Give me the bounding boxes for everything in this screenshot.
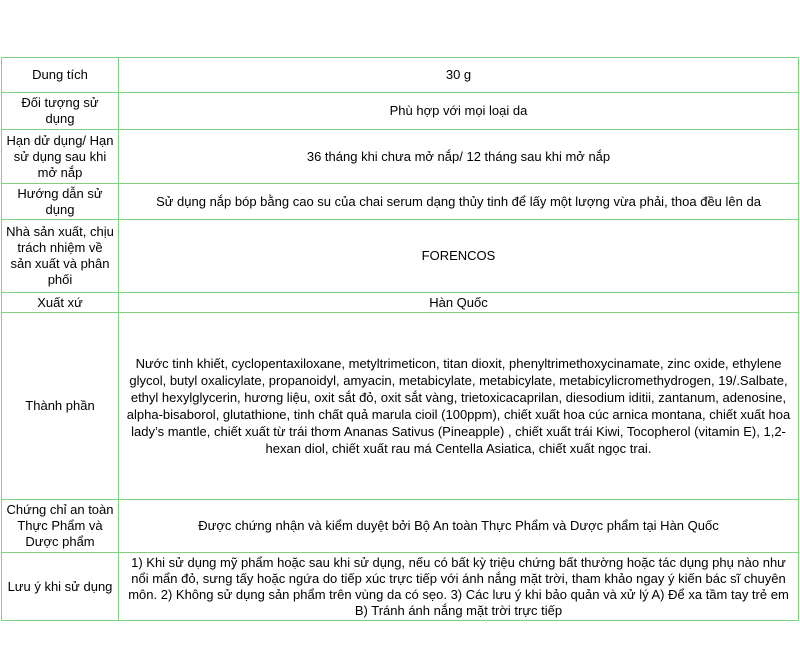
spec-label: Đối tượng sử dụng — [2, 93, 119, 130]
spec-row-precautions — [2, 553, 799, 621]
spec-value: Nước tinh khiết, cyclopentaxiloxane, metyltrimeticon, titan dioxit, phenyltrimethoxycinamate, zinc oxide, ethylene glycol, butyl oxalicylate, propanoidyl, amyacin, metabicylate, metabicylate, metabicylicromethydrogen, 19/.Salbate, ethyl hexylglycerin, hương liệu, oxit sắt đỏ, oxit sắt vàng, trietoxicacaprilan, diesodium iditii, zantanum, adenosine, alpha-bisaborol, glutathione, tinh chất quả marula cioil (100ppm), chiết xuất hoa cúc arnica montana, chiết xuất hoa lady’s mantle, chiết xuất từ trái thơm Ananas Sativus (Pineapple) , chiết xuất trái Kiwi, Tocopherol (vitamin E), 1,2-hexan diol, chiết xuất rau má Centella Asiatica, chiết xuất ngọc trai. — [119, 313, 799, 500]
spec-row-usage-guide — [2, 184, 799, 220]
spec-value: 1) Khi sử dụng mỹ phẩm hoặc sau khi sử dụng, nếu có bất kỳ triệu chứng bất thường hoặc tác dụng phụ nào như nổi mẩn đỏ, sưng tấy hoặc ngứa do tiếp xúc trực tiếp với ánh nắng mặt trời, tham khảo ngay ý kiến bác sĩ chuyên môn. 2) Không sử dụng sản phẩm trên vùng da có sẹo. 3) Các lưu ý khi bảo quản và xử lý A) Để xa tầm tay trẻ em B) Tránh ánh nắng mặt trời trực tiếp — [119, 553, 799, 621]
spec-value: Phù hợp với mọi loại da — [119, 93, 799, 130]
spec-label: Xuất xứ — [2, 293, 119, 313]
spec-value: Sử dụng nắp bóp bằng cao su của chai serum dạng thủy tinh để lấy một lượng vừa phải, thoa đều lên da — [119, 184, 799, 220]
spec-label: Hướng dẫn sử dụng — [2, 184, 119, 220]
spec-label: Lưu ý khi sử dụng — [2, 553, 119, 621]
spec-row-expiry — [2, 130, 799, 184]
spec-row-certification — [2, 500, 799, 553]
spec-label: Chứng chỉ an toàn Thực Phẩm và Dược phẩm — [2, 500, 119, 553]
spec-label: Dung tích — [2, 58, 119, 93]
spec-label: Hạn dử dụng/ Hạn sử dụng sau khi mở nắp — [2, 130, 119, 184]
product-spec-table — [1, 57, 799, 621]
spec-row-target-user — [2, 93, 799, 130]
spec-row-capacity — [2, 58, 799, 93]
spec-value: Được chứng nhận và kiểm duyệt bởi Bộ An toàn Thực Phẩm và Dược phẩm tại Hàn Quốc — [119, 500, 799, 553]
spec-value: FORENCOS — [119, 220, 799, 293]
spec-value: 30 g — [119, 58, 799, 93]
spec-row-manufacturer — [2, 220, 799, 293]
spec-value: 36 tháng khi chưa mở nắp/ 12 tháng sau khi mở nắp — [119, 130, 799, 184]
spec-value: Hàn Quốc — [119, 293, 799, 313]
spec-label: Thành phần — [2, 313, 119, 500]
spec-row-origin — [2, 293, 799, 313]
spec-row-ingredients — [2, 313, 799, 500]
spec-label: Nhà sản xuất, chịu trách nhiệm về sản xuất và phân phối — [2, 220, 119, 293]
